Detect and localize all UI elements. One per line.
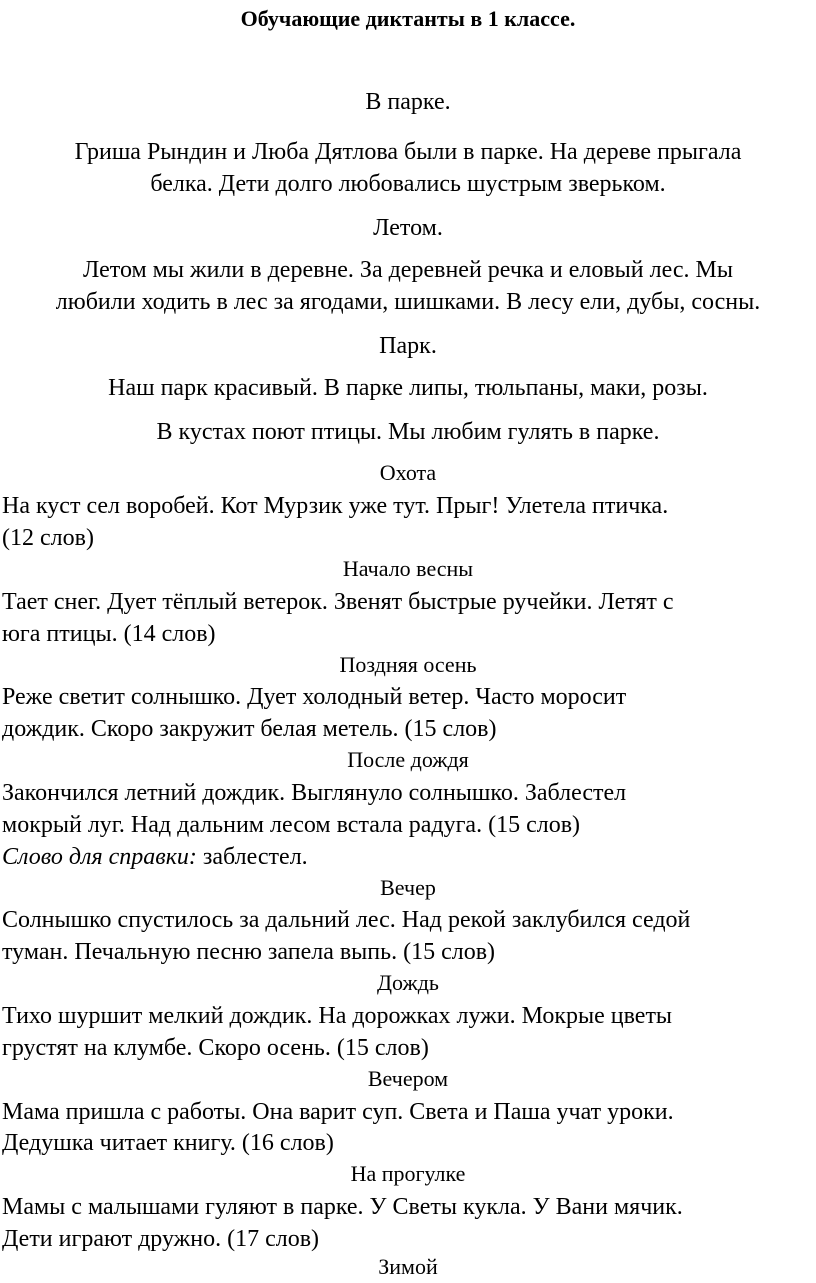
- dictation-heading: В парке.: [365, 89, 451, 115]
- section-heading: После дождя: [347, 747, 469, 772]
- section-line: (12 слов): [2, 525, 94, 551]
- section-heading: Охота: [379, 460, 437, 485]
- dictation-line: любили ходить в лес за ягодами, шишками. В лесу ели, дубы, сосны.: [55, 289, 761, 315]
- section-heading: Вечером: [367, 1066, 449, 1091]
- section-line: Закончился летний дождик. Выглянуло солнышко. Заблестел: [2, 780, 627, 806]
- reference-word: заблестел.: [196, 844, 308, 870]
- dictation-line: Летом мы жили в деревне. За деревней речка и еловый лес. Мы: [83, 257, 733, 283]
- reference-note: [2, 841, 814, 873]
- section-line: мокрый луг. Над дальним лесом встала радуга. (15 слов): [2, 812, 581, 838]
- section-line: Мамы с малышами гуляют в парке. У Светы кукла. У Вани мячик.: [2, 1194, 683, 1220]
- dictation-line: В кустах поют птицы. Мы любим гулять в парке.: [156, 419, 660, 445]
- section-line: Тихо шуршит мелкий дождик. На дорожках лужи. Мокрые цветы: [2, 1003, 673, 1029]
- section-line: Мама пришла с работы. Она варит суп. Света и Паша учат уроки.: [2, 1099, 674, 1125]
- section-line: Дети играют дружно. (17 слов): [2, 1226, 320, 1252]
- section-heading: Дождь: [377, 970, 439, 995]
- section-line: Тает снег. Дует тёплый ветерок. Звенят быстрые ручейки. Летят с: [2, 589, 674, 615]
- section-heading: Зимой: [378, 1254, 438, 1279]
- page-title: Обучающие диктанты в 1 классе.: [240, 6, 576, 31]
- section-heading: Поздняя осень: [339, 652, 477, 677]
- dictation-line: белка. Дети долго любовались шустрым зверьком.: [150, 171, 666, 197]
- section-line: Реже светит солнышко. Дует холодный ветер. Часто моросит: [2, 684, 627, 710]
- section-line: грустят на клумбе. Скоро осень. (15 слов): [2, 1035, 429, 1061]
- section-heading: На прогулке: [350, 1161, 466, 1186]
- section-line: туман. Печальную песню запела выпь. (15 слов): [2, 939, 496, 965]
- section-heading: Начало весны: [342, 556, 474, 581]
- section-line: дождик. Скоро закружит белая метель. (15 слов): [2, 716, 497, 742]
- section-heading: Вечер: [380, 875, 436, 900]
- dictation-line: Наш парк красивый. В парке липы, тюльпаны, маки, розы.: [108, 375, 708, 401]
- section-line: Дедушка читает книгу. (16 слов): [2, 1130, 334, 1156]
- reference-label: Слово для справки:: [2, 844, 197, 870]
- section-line: Солнышко спустилось за дальний лес. Над рекой заклубился седой: [2, 907, 691, 933]
- section-line: юга птицы. (14 слов): [2, 621, 216, 647]
- dictation-heading: Парк.: [379, 333, 437, 359]
- dictation-line: Гриша Рындин и Люба Дятлова были в парке. На дереве прыгала: [74, 139, 742, 165]
- dictation-heading: Летом.: [373, 215, 443, 241]
- section-line: На куст сел воробей. Кот Мурзик уже тут. Прыг! Улетела птичка.: [2, 493, 669, 519]
